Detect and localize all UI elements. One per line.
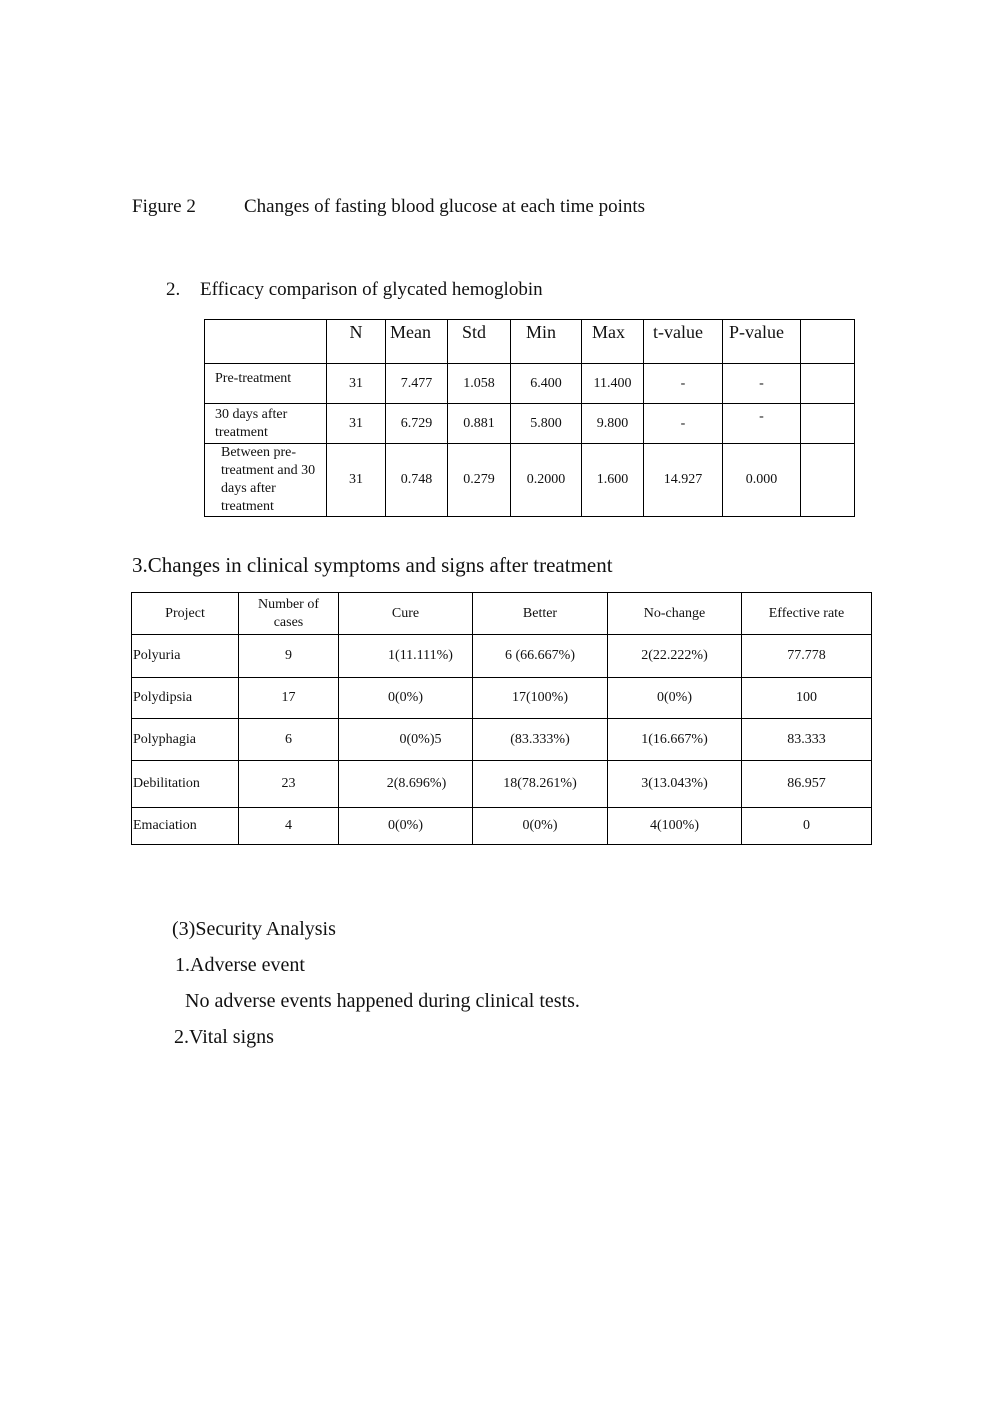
table-cell: 23 [239, 761, 339, 808]
section-number: 2. [166, 279, 181, 300]
table-cell: 1(16.667%) [608, 719, 742, 761]
table-cell: 0.881 [448, 404, 511, 444]
table-cell: 31 [327, 364, 386, 404]
header-cell: Better [473, 593, 608, 635]
table-cell: 86.957 [742, 761, 872, 808]
table-cell: 7.477 [386, 364, 448, 404]
table-cell: 0(0%) [339, 678, 473, 719]
table-cell: 77.778 [742, 635, 872, 678]
table-cell [801, 404, 855, 444]
table-cell: - [723, 404, 801, 444]
adverse-event-text: No adverse events happened during clinical tests. [185, 990, 580, 1012]
row-label: Pre-treatment [205, 364, 327, 404]
table-cell: - [723, 364, 801, 404]
row-label: Polyuria [132, 635, 239, 678]
row-label: Polyphagia [132, 719, 239, 761]
table-cell: 17(100%) [473, 678, 608, 719]
table-cell: 1.600 [582, 444, 644, 517]
table-cell: 14.927 [644, 444, 723, 517]
table-cell: 6 (66.667%) [473, 635, 608, 678]
table-cell: 2(8.696%) [339, 761, 473, 808]
table-cell: 100 [742, 678, 872, 719]
table-cell: 9.800 [582, 404, 644, 444]
table-cell: 4(100%) [608, 808, 742, 845]
table-cell: 2(22.222%) [608, 635, 742, 678]
table-cell: 1(11.111%) [339, 635, 473, 678]
figure-caption [132, 196, 645, 218]
table-row [132, 719, 872, 761]
table-cell: 0 [742, 808, 872, 845]
table-cell: 18(78.261%) [473, 761, 608, 808]
header-cell: Effective rate [742, 593, 872, 635]
section-heading-clinical-symptoms: 3.Changes in clinical symptoms and signs after treatment [132, 553, 613, 577]
table-cell: 17 [239, 678, 339, 719]
table-cell: 5.800 [511, 404, 582, 444]
header-cell: Number of cases [239, 593, 339, 635]
table-cell: 0(0%) [473, 808, 608, 845]
glycated-hemoglobin-table [204, 319, 855, 517]
section-title: Efficacy comparison of glycated hemoglobin [200, 279, 543, 300]
table-cell: 0(0%) [339, 808, 473, 845]
table-cell: 83.333 [742, 719, 872, 761]
row-label: 30 days after treatment [205, 404, 327, 444]
figure-number: Figure 2 [132, 196, 196, 217]
figure-title: Changes of fasting blood glucose at each time points [244, 196, 646, 217]
table-header-row [205, 320, 855, 364]
row-label: Debilitation [132, 761, 239, 808]
table-row [205, 444, 855, 517]
table-cell: 6.729 [386, 404, 448, 444]
header-cell: Min [511, 320, 582, 364]
table-cell: 6.400 [511, 364, 582, 404]
table-row [205, 404, 855, 444]
section-heading-efficacy [166, 279, 543, 301]
header-cell: Cure [339, 593, 473, 635]
table-cell: 0.279 [448, 444, 511, 517]
table-cell: - [644, 364, 723, 404]
table-row [205, 364, 855, 404]
table-row [132, 808, 872, 845]
table-cell: 1.058 [448, 364, 511, 404]
header-cell [801, 320, 855, 364]
security-analysis-heading: (3)Security Analysis [172, 918, 336, 940]
table-row [132, 678, 872, 719]
header-cell: P-value [723, 320, 801, 364]
row-label: Emaciation [132, 808, 239, 845]
table-cell: (83.333%) [473, 719, 608, 761]
table-header-row [132, 593, 872, 635]
table-row [132, 635, 872, 678]
header-cell: t-value [644, 320, 723, 364]
table-row [132, 761, 872, 808]
table-cell: 0(0%)5 [339, 719, 473, 761]
table-cell: 0(0%) [608, 678, 742, 719]
header-cell: No-change [608, 593, 742, 635]
table-cell: - [644, 404, 723, 444]
table-cell: 6 [239, 719, 339, 761]
table-cell [801, 444, 855, 517]
table-cell: 31 [327, 404, 386, 444]
header-cell: N [327, 320, 386, 364]
table-cell: 0.000 [723, 444, 801, 517]
table-cell [801, 364, 855, 404]
header-cell: Std [448, 320, 511, 364]
vital-signs-heading: 2.Vital signs [174, 1026, 274, 1048]
row-label: Between pre-treatment and 30 days after treatment [205, 444, 327, 517]
table-cell: 0.748 [386, 444, 448, 517]
row-label: Polydipsia [132, 678, 239, 719]
adverse-event-heading: 1.Adverse event [175, 954, 305, 976]
header-cell: Mean [386, 320, 448, 364]
clinical-symptoms-table [131, 592, 872, 845]
table-cell: 11.400 [582, 364, 644, 404]
table-cell: 4 [239, 808, 339, 845]
header-cell: Project [132, 593, 239, 635]
table-cell: 0.2000 [511, 444, 582, 517]
header-cell [205, 320, 327, 364]
table-cell: 9 [239, 635, 339, 678]
header-cell: Max [582, 320, 644, 364]
table-cell: 3(13.043%) [608, 761, 742, 808]
table-cell: 31 [327, 444, 386, 517]
